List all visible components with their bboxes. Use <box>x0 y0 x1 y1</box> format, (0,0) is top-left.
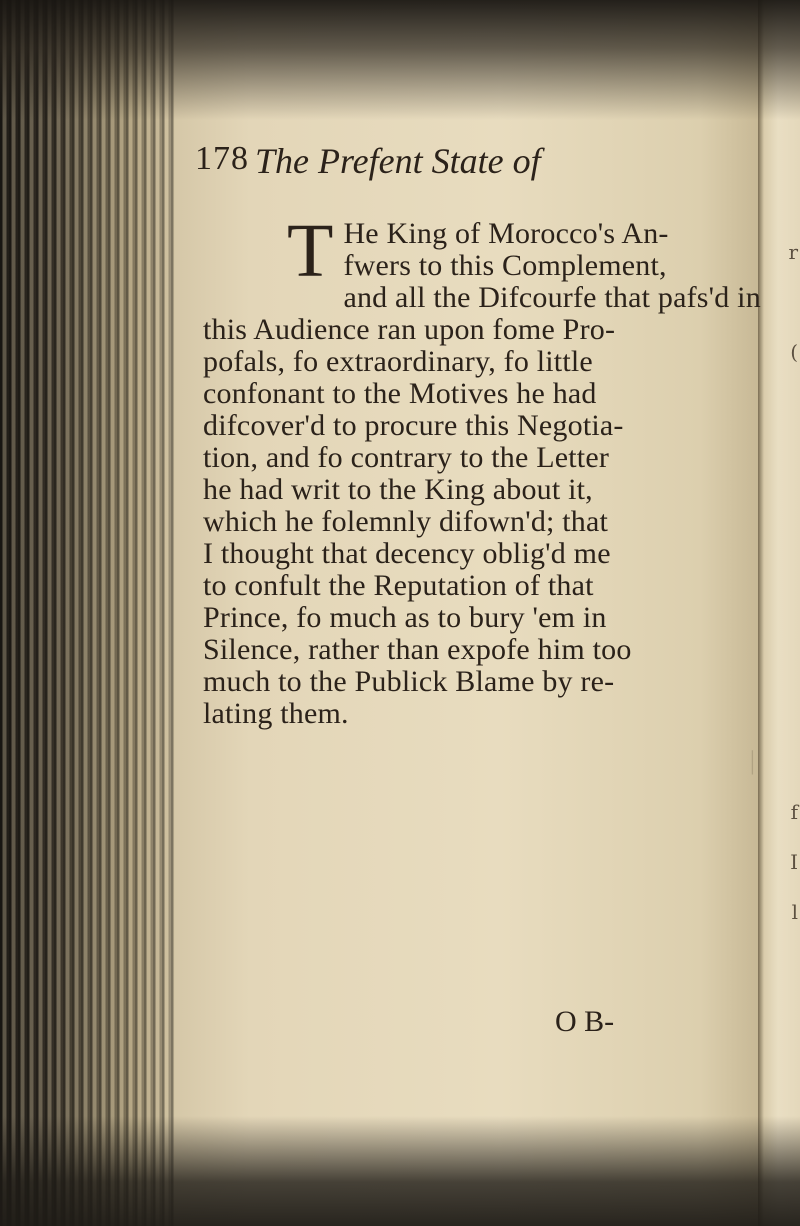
text-line: difcover'd to procure this Negotia- <box>203 409 624 442</box>
body-text <box>203 209 761 730</box>
bottom-shadow <box>0 1116 800 1226</box>
text-line: much to the Publick Blame by re- <box>203 665 615 698</box>
text-line: lating them. <box>203 697 349 730</box>
catchword: O B- <box>555 1005 615 1038</box>
top-shadow <box>0 0 800 120</box>
text-line: Prince, fo much as to bury 'em in <box>203 601 607 634</box>
show-through-text: | <box>749 746 755 775</box>
text-line: tion, and fo contrary to the Letter <box>203 441 610 474</box>
page-number: 178 <box>195 140 249 177</box>
running-head: The Prefent State of <box>255 141 541 181</box>
text-line: which he folemnly difown'd; that <box>203 505 609 538</box>
page-header <box>195 140 740 190</box>
text-line: this Audience ran upon fome Pro- <box>203 313 616 346</box>
text-line: fwers to this Complement, <box>343 249 667 282</box>
text-line: to confult the Reputation of that <box>203 569 594 602</box>
facing-page-edge <box>758 0 800 1226</box>
book-spine-edges <box>0 0 175 1226</box>
text-line: pofals, fo extraordinary, fo little <box>203 345 593 378</box>
text-line: confonant to the Motives he had <box>203 377 597 410</box>
edge-fragment-mark: ( <box>790 340 798 364</box>
text-line: he had writ to the King about it, <box>203 473 593 506</box>
edge-fragment-mark: r <box>788 240 798 264</box>
text-line: I thought that decency oblig'd me <box>203 537 611 570</box>
drop-cap: T <box>287 209 334 293</box>
text-line: He King of Morocco's An- <box>343 217 669 250</box>
text-line: Silence, rather than expofe him too <box>203 633 632 666</box>
edge-fragment-mark: l <box>791 900 798 924</box>
edge-fragment-mark: f <box>790 800 798 824</box>
edge-fragment-mark: I <box>790 850 798 874</box>
text-line: and all the Difcourfe that pafs'd in <box>343 281 761 314</box>
